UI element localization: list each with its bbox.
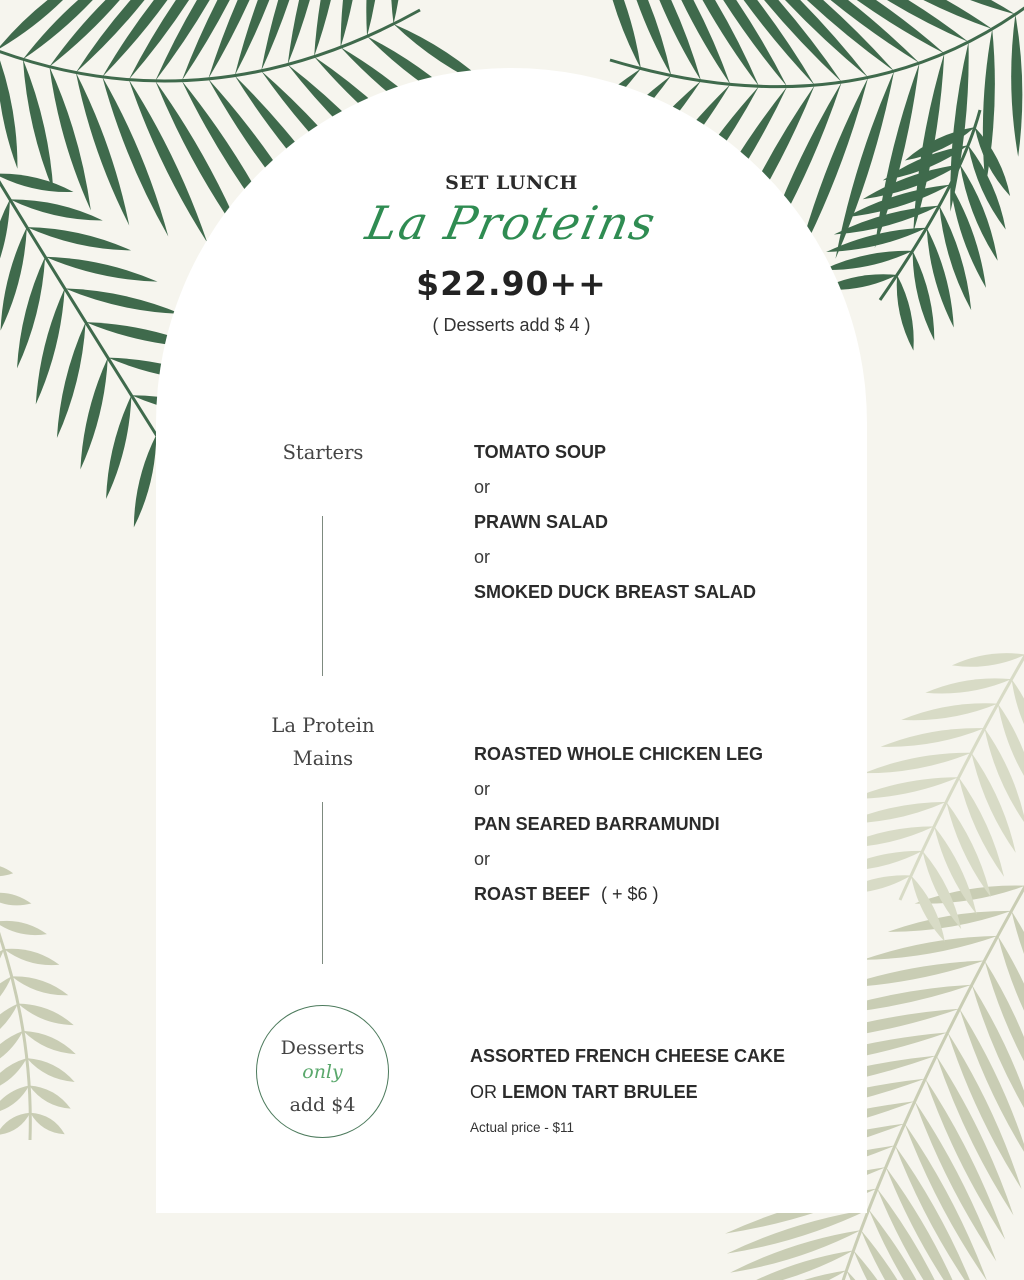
section-label-line: Mains bbox=[292, 747, 354, 770]
menu-title: La Proteins bbox=[361, 196, 662, 250]
or-separator: or bbox=[474, 477, 491, 497]
leaflet bbox=[106, 395, 131, 499]
leaflet bbox=[925, 678, 1011, 693]
or-separator: or bbox=[474, 547, 491, 567]
section-divider-line bbox=[322, 516, 323, 676]
leaflet bbox=[36, 288, 65, 404]
leaflet bbox=[897, 275, 914, 351]
leaflet bbox=[0, 893, 31, 906]
section-divider-line bbox=[322, 802, 323, 964]
leaflet bbox=[27, 1058, 75, 1082]
leaflet bbox=[862, 936, 997, 960]
section-label-mains bbox=[223, 709, 423, 775]
leaflet bbox=[0, 1085, 29, 1113]
leaflet bbox=[881, 728, 985, 747]
leaflet bbox=[80, 358, 107, 470]
leaflet bbox=[864, 753, 972, 773]
menu-item: ASSORTED FRENCH CHEESE CAKE bbox=[470, 1046, 786, 1066]
menu-item: PRAWN SALAD bbox=[474, 512, 608, 532]
leaflet bbox=[975, 127, 1010, 196]
menu-item: SMOKED DUCK BREAST SALAD bbox=[474, 582, 757, 602]
desserts-badge bbox=[256, 1005, 389, 1138]
leaflet bbox=[27, 227, 131, 250]
set-price: $22.90++ bbox=[416, 264, 607, 303]
badge-script-text: only bbox=[302, 1061, 343, 1083]
leaflet bbox=[946, 802, 991, 898]
starters-list bbox=[474, 440, 756, 615]
menu-item-row bbox=[470, 1080, 785, 1116]
leaflet bbox=[23, 1031, 76, 1054]
leaflet bbox=[17, 257, 45, 369]
leaflet bbox=[847, 1270, 908, 1280]
badge-text: add $4 bbox=[289, 1094, 356, 1116]
set-lunch-label: SET LUNCH bbox=[445, 172, 578, 194]
leaflet bbox=[851, 777, 958, 799]
badge-text: Desserts bbox=[280, 1037, 365, 1059]
leaflet bbox=[888, 911, 1012, 932]
leaflet bbox=[0, 864, 13, 876]
surcharge: ( + $6 ) bbox=[601, 884, 659, 904]
leaflet bbox=[29, 1085, 71, 1108]
leaflet bbox=[0, 1058, 27, 1092]
leaflet bbox=[12, 976, 69, 995]
actual-price-note: Actual price - $11 bbox=[470, 1120, 575, 1135]
leaflet bbox=[57, 322, 86, 438]
or-separator: or bbox=[474, 779, 491, 799]
leaflet bbox=[601, 0, 641, 69]
leaflet bbox=[1011, 14, 1022, 156]
leaflet bbox=[0, 921, 47, 935]
leaflet bbox=[1, 227, 27, 331]
leaflet bbox=[30, 1113, 64, 1135]
desserts-list bbox=[470, 1044, 785, 1135]
mains-list bbox=[474, 742, 763, 917]
or-separator: OR bbox=[470, 1082, 497, 1102]
leaflet bbox=[0, 1113, 30, 1135]
leaflet bbox=[971, 753, 1015, 853]
leaflet bbox=[959, 777, 1004, 877]
leaflet bbox=[76, 73, 129, 226]
leaflet bbox=[4, 949, 59, 965]
leaflet bbox=[134, 435, 156, 528]
menu-item: PAN SEARED BARRAMUNDI bbox=[474, 814, 720, 834]
leaflet bbox=[913, 251, 935, 341]
or-separator: or bbox=[474, 849, 491, 869]
menu-item: ROAST BEEF bbox=[474, 884, 591, 904]
leaflet bbox=[0, 50, 17, 168]
section-label-line: La Protein bbox=[271, 714, 375, 737]
desserts-note: ( Desserts add $ 4 ) bbox=[432, 315, 591, 335]
section-label-starters: Starters bbox=[282, 441, 364, 464]
leaflet bbox=[952, 653, 1024, 667]
palm-leaf-bottom-left bbox=[0, 840, 76, 1140]
menu-item: LEMON TART BRULEE bbox=[502, 1082, 698, 1102]
menu-item: ROASTED WHOLE CHICKEN LEG bbox=[474, 744, 764, 764]
leaflet bbox=[23, 59, 53, 191]
menu-item: TOMATO SOUP bbox=[474, 442, 607, 462]
leaflet bbox=[0, 174, 73, 192]
leaflet bbox=[45, 257, 157, 282]
leaflet bbox=[901, 703, 998, 720]
menu-item-with-surcharge bbox=[474, 882, 763, 917]
leaflet bbox=[18, 1004, 74, 1025]
